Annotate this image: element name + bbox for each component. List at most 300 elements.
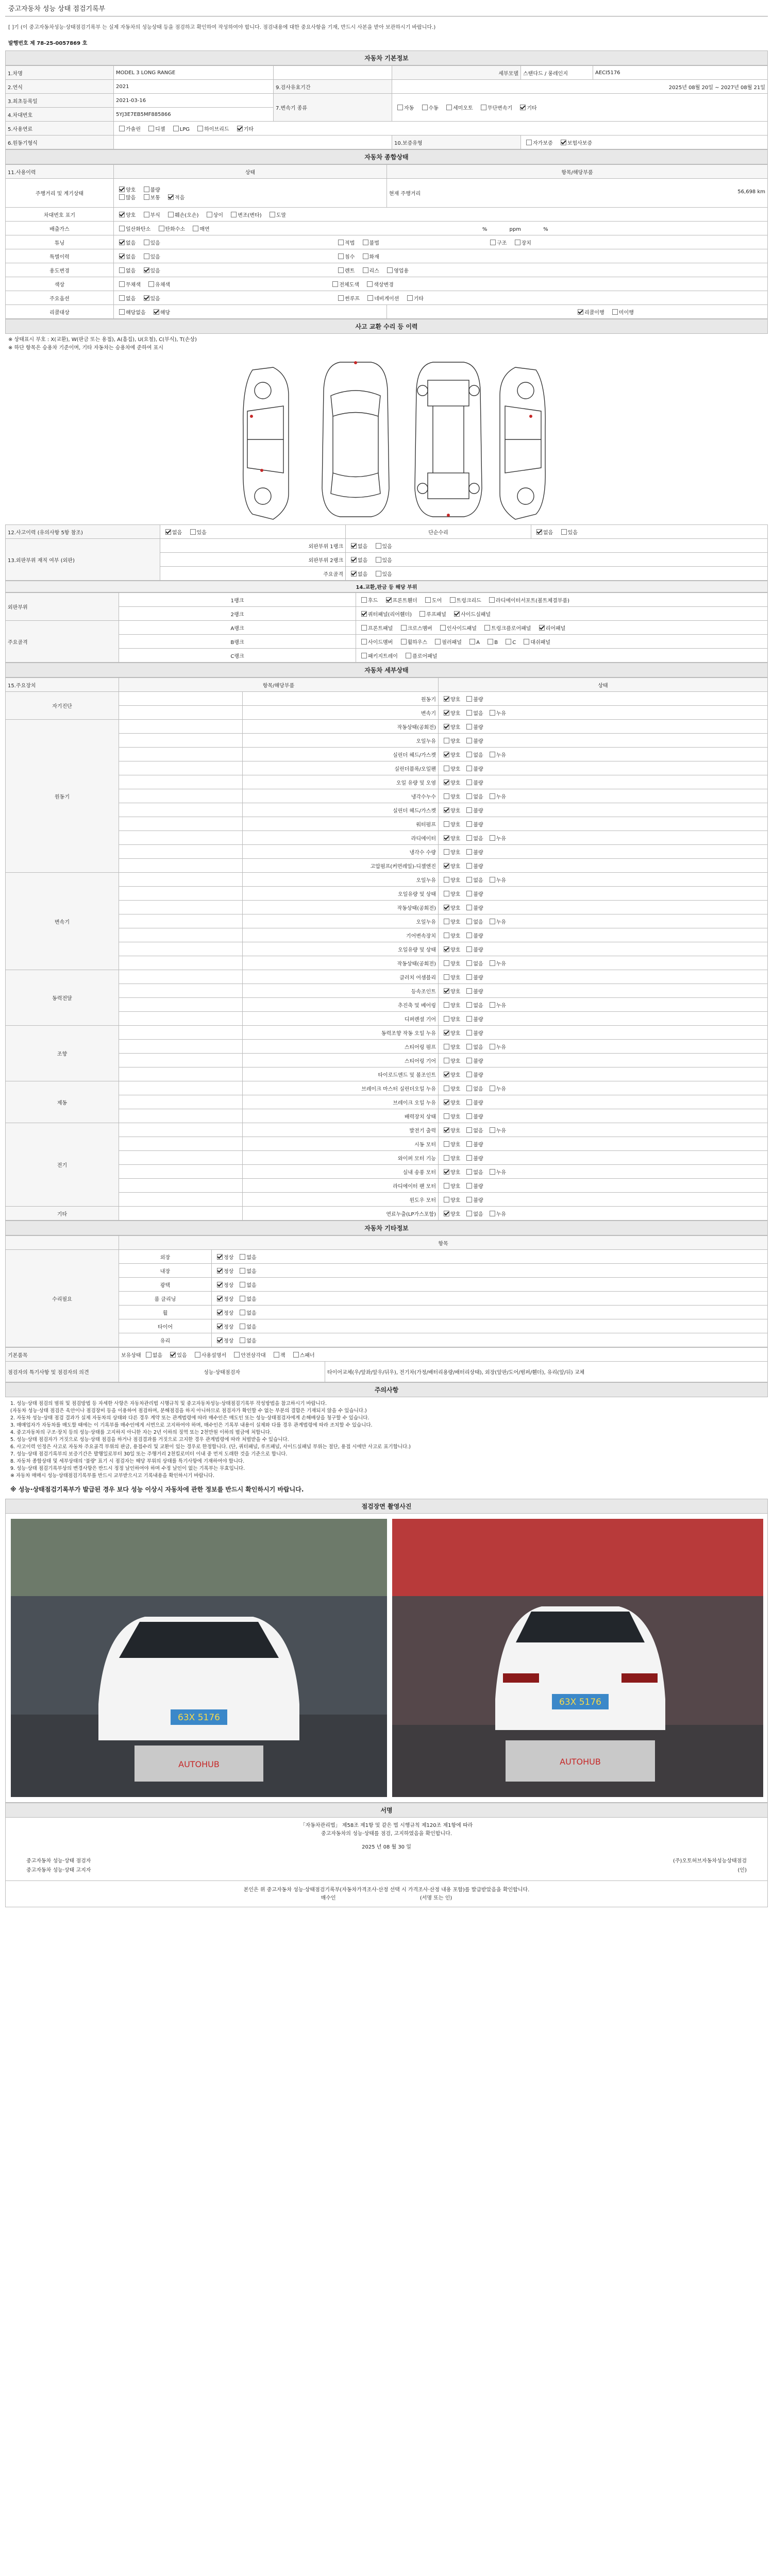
checkbox-checked-icon[interactable] [144,295,149,301]
detail-row [6,706,768,720]
checkbox-icon[interactable] [444,849,449,855]
blank-cell [119,1054,243,1067]
checkbox-icon[interactable] [444,877,449,883]
checkbox-icon[interactable] [293,1352,299,1358]
document-title: 중고자동차 성능 상태 점검기록부 [5,0,768,16]
checkbox-icon[interactable] [119,309,125,315]
option-label: 있음 [382,557,392,564]
detail-item-label: 타이로드엔드 및 볼조인트 [243,1067,439,1081]
checkbox-icon[interactable] [466,1044,472,1049]
checkbox-checked-icon[interactable] [217,1296,223,1301]
section-signature: 서명 [5,1803,768,1818]
option-label: 리어패널 [545,625,566,632]
detail-row [6,1207,768,1221]
checkbox-icon[interactable] [444,1058,449,1063]
caution-line: 2. 자동차 성능·상태 점검 결과가 실제 자동차의 상태와 다른 경우 계약 또는 관계법령에 따라 매수인은 매도인 또는 성능·상태점검자에게 손해배상을 청구할 수 있습니다. [10,1415,369,1421]
checkbox-icon[interactable] [119,194,125,200]
checkbox-icon[interactable] [466,766,472,771]
detail-item-label: 동력조향 작동 오일 누유 [243,1026,439,1040]
detail-row [6,775,768,789]
checkbox-icon[interactable] [444,891,449,896]
option-label: 양호 [450,850,461,856]
checkbox-checked-icon[interactable] [536,529,542,535]
option-label: 양호 [450,822,461,828]
blank-cell [119,1193,243,1207]
buyer-statement: 본인은 위 중고자동차 성능·상태점검기록부(자동차가격조사·산정 선택 시 가격조사·산정 내용 포함)를 발급받았음을 확인합니다. [243,1887,530,1893]
checkbox-icon[interactable] [119,226,125,231]
checkbox-icon[interactable] [146,1352,152,1358]
checkbox-checked-icon[interactable] [217,1254,223,1260]
checkbox-icon[interactable] [466,849,472,855]
option-label: 사이드멤버 [368,639,393,646]
checkbox-icon[interactable] [490,752,495,757]
checkbox-icon[interactable] [361,639,367,645]
rank-options [346,567,768,581]
rank-options [346,539,768,553]
other-item-label: 광택 [119,1278,212,1292]
checkbox-icon[interactable] [466,1058,472,1063]
inspection-photo-front [11,1519,387,1797]
checkbox-checked-icon[interactable] [217,1282,223,1287]
detail-item-label: 오일누유 [243,914,439,928]
checkbox-icon[interactable] [506,639,511,645]
checkbox-icon[interactable] [444,1183,449,1189]
checkbox-icon[interactable] [466,807,472,813]
checkbox-icon[interactable] [119,295,125,301]
checkbox-icon[interactable] [466,1183,472,1189]
checkbox-icon[interactable] [401,639,407,645]
checkbox-icon[interactable] [466,919,472,924]
checkbox-icon[interactable] [612,309,618,315]
detail-row [6,1040,768,1054]
detail-row [6,1109,768,1123]
option-label: 양호 [450,1100,461,1106]
checkbox-icon[interactable] [524,639,529,645]
option-label: 프론트패널 [368,625,393,632]
checkbox-icon[interactable] [466,710,472,716]
checkbox-checked-icon[interactable] [361,611,367,617]
checkbox-icon[interactable] [422,105,428,110]
checkbox-icon[interactable] [515,240,520,245]
checkbox-checked-icon[interactable] [444,1099,449,1105]
checkbox-icon[interactable] [444,974,449,980]
option-label: 무채색 [126,282,141,288]
checkbox-icon[interactable] [240,1296,245,1301]
checkbox-icon[interactable] [148,126,154,131]
checkbox-checked-icon[interactable] [444,905,449,910]
detail-row [6,1095,768,1109]
option-label: 가솔린 [126,126,141,132]
caution-line: 6. 사고이력 인정은 사고로 자동차 주요골격 부위의 판금, 용접수리 및 교환이 있는 경우로 한정합니다. (단, 쿼터패널, 루프패널, 사이드실패널 부위는 절단, 용접 시에만 사고로 표기합니다.) [10,1444,411,1450]
checkbox-icon[interactable] [466,793,472,799]
checkbox-icon[interactable] [466,1169,472,1175]
checkbox-checked-icon[interactable] [119,253,125,259]
statement-line: 중고자동차의 성능·상태를 점검, 고지하였음을 확인합니다. [321,1831,452,1837]
checkbox-icon[interactable] [234,1352,240,1358]
checkbox-checked-icon[interactable] [444,988,449,994]
checkbox-icon[interactable] [407,295,413,301]
checkbox-icon[interactable] [444,766,449,771]
checkbox-checked-icon[interactable] [520,105,526,110]
checkbox-checked-icon[interactable] [444,710,449,716]
checkbox-icon[interactable] [466,974,472,980]
checkbox-icon[interactable] [338,240,344,245]
option-label: 썬루프 [345,296,360,302]
checkbox-checked-icon[interactable] [144,267,149,273]
checkbox-icon[interactable] [270,212,275,217]
frame-rank: 2랭크 [119,607,356,621]
checkbox-icon[interactable] [440,625,446,631]
option-label: 양호 [450,933,461,939]
checkbox-icon[interactable] [466,1127,472,1133]
checkbox-checked-icon[interactable] [444,724,449,730]
other-head: 항목 [119,1236,768,1250]
checkbox-icon[interactable] [240,1337,245,1343]
checkbox-icon[interactable] [466,835,472,841]
checkbox-checked-icon[interactable] [351,571,357,577]
label-vin-marking: 차대번호 표기 [6,208,114,222]
checkbox-icon[interactable] [444,821,449,827]
checkbox-icon[interactable] [488,639,493,645]
checkbox-icon[interactable] [466,988,472,994]
checkbox-icon[interactable] [466,933,472,938]
checkbox-checked-icon[interactable] [444,752,449,757]
checkbox-icon[interactable] [444,1086,449,1091]
checkbox-checked-icon[interactable] [351,543,357,549]
checkbox-icon[interactable] [466,696,472,702]
detail-state-options [439,845,768,859]
checkbox-checked-icon[interactable] [217,1337,223,1343]
caution-line: 5. 성능·상태 점검자가 거짓으로 성능·상태 점검을 하거나 점검결과를 거짓으로 고지한 경우 관계법령에 따라 처벌받을 수 있습니다. [10,1437,289,1443]
checkbox-checked-icon[interactable] [454,611,460,617]
other-item-label: 타이어 [119,1319,212,1333]
checkbox-icon[interactable] [444,919,449,924]
checkbox-icon[interactable] [361,597,367,603]
checkbox-icon[interactable] [387,267,393,273]
checkbox-icon[interactable] [466,1086,472,1091]
checkbox-checked-icon[interactable] [561,140,566,145]
checkbox-icon[interactable] [367,295,373,301]
option-label: 탄화수소 [165,226,186,232]
blank-cell [119,1067,243,1081]
checkbox-icon[interactable] [240,1310,245,1315]
checkbox-icon[interactable] [466,1016,472,1022]
checkbox-icon[interactable] [490,919,495,924]
checkbox-checked-icon[interactable] [154,309,159,315]
checkbox-checked-icon[interactable] [444,835,449,841]
option-label: 자동 [404,106,414,111]
checkbox-icon[interactable] [195,1352,200,1358]
checkbox-icon[interactable] [173,126,179,131]
other-item-label: 내장 [119,1264,212,1278]
option-label: LPG [179,126,190,132]
option-label: 불량 [473,780,483,786]
label-frame-group: 주요골격 [6,621,119,663]
checkbox-icon[interactable] [466,752,472,757]
detail-item-label: 냉각수 수량 [243,845,439,859]
checkbox-icon[interactable] [338,253,344,259]
option-label: 불량 [473,1156,483,1162]
checkbox-checked-icon[interactable] [444,1072,449,1077]
label-first-registration: 3.최초등록일 [6,94,114,108]
checkbox-icon[interactable] [490,1044,495,1049]
checkbox-checked-icon[interactable] [217,1268,223,1274]
checkbox-icon[interactable] [466,1099,472,1105]
recall-status-options [387,305,768,319]
checkbox-icon[interactable] [466,724,472,730]
checkbox-icon[interactable] [240,1254,245,1260]
buyer-role: 매수인 [321,1895,336,1901]
label-odometer: 주행거리 및 계기상태 [6,179,114,208]
checkbox-icon[interactable] [466,1141,472,1147]
checkbox-icon[interactable] [338,295,344,301]
label-recall: 리콜대상 [6,305,114,319]
checkbox-icon[interactable] [148,281,154,287]
checkbox-icon[interactable] [444,1113,449,1119]
checkbox-icon[interactable] [444,1002,449,1008]
checkbox-icon[interactable] [490,240,496,245]
checkbox-icon[interactable] [466,960,472,966]
checkbox-icon[interactable] [144,212,149,217]
option-label: 없음 [473,1211,483,1217]
checkbox-icon[interactable] [119,126,125,131]
checkbox-icon[interactable] [231,212,237,217]
checkbox-checked-icon[interactable] [170,1352,176,1358]
checkbox-icon[interactable] [363,267,368,273]
checkbox-icon[interactable] [361,653,367,658]
checkbox-icon[interactable] [466,1197,472,1202]
checkbox-icon[interactable] [444,793,449,799]
detail-group-label: 조향 [6,1026,119,1081]
checkbox-icon[interactable] [466,738,472,743]
checkbox-checked-icon[interactable] [444,1127,449,1133]
checkbox-icon[interactable] [466,1155,472,1161]
checkbox-icon[interactable] [397,105,403,110]
checkbox-icon[interactable] [466,891,472,896]
checkbox-icon[interactable] [490,1127,495,1133]
checkbox-checked-icon[interactable] [217,1310,223,1315]
checkbox-icon[interactable] [435,639,441,645]
checkbox-icon[interactable] [274,1352,279,1358]
buyer-sign[interactable]: (서명 또는 인) [419,1895,452,1901]
checkbox-icon[interactable] [490,1002,495,1008]
checkbox-checked-icon[interactable] [444,1169,449,1175]
checkbox-icon[interactable] [490,877,495,883]
checkbox-icon[interactable] [363,240,368,245]
odometer-state-label: 현재 주행거리 [389,191,421,197]
option-label: 없음 [473,794,483,800]
checkbox-icon[interactable] [466,779,472,785]
detail-item-label: 작동상태(공회전) [243,901,439,914]
detail-state-options [439,1137,768,1151]
checkbox-icon[interactable] [561,529,567,535]
checkbox-icon[interactable] [466,1211,472,1216]
checkbox-icon[interactable] [159,226,164,231]
option-label: 영업용 [394,268,409,274]
car-diagram-svg [5,354,768,524]
detail-row [6,1179,768,1193]
checkbox-icon[interactable] [119,281,125,287]
inspector-value: (주)오토허브자동차성능상태점검 [673,1858,747,1864]
checkbox-icon[interactable] [466,1072,472,1077]
repair-legend [5,334,768,354]
checkbox-icon[interactable] [490,1211,495,1216]
checkbox-checked-icon[interactable] [444,807,449,813]
checkbox-icon[interactable] [419,611,425,617]
checkbox-icon[interactable] [144,253,149,259]
blank-cell [119,1179,243,1193]
checkbox-icon[interactable] [450,597,456,603]
checkbox-checked-icon[interactable] [351,557,357,563]
checkbox-icon[interactable] [240,1268,245,1274]
checkbox-checked-icon[interactable] [237,126,243,131]
checkbox-icon[interactable] [444,1141,449,1147]
damage-marker [250,415,253,418]
label-color: 색상 [6,277,114,291]
checkbox-checked-icon[interactable] [444,779,449,785]
checkbox-icon[interactable] [469,639,475,645]
option-label: 기타 [243,126,254,132]
option-label: 양호 [450,961,461,967]
checkbox-icon[interactable] [193,226,198,231]
checkbox-icon[interactable] [444,1197,449,1202]
checkbox-icon[interactable] [490,793,495,799]
option-label: 없음 [473,1044,483,1050]
checkbox-checked-icon[interactable] [444,946,449,952]
checkbox-icon[interactable] [444,1155,449,1161]
checkbox-icon[interactable] [406,653,411,658]
checkbox-icon[interactable] [466,877,472,883]
checkbox-icon[interactable] [376,543,381,549]
checkbox-icon[interactable] [338,267,344,273]
option-label: 양호 [450,975,461,981]
option-label: 기타 [413,296,424,302]
detail-state-options [439,1012,768,1026]
option-label: 누유 [496,1086,506,1092]
other-row [6,1306,768,1319]
checkbox-checked-icon[interactable] [119,187,125,192]
checkbox-checked-icon[interactable] [578,309,583,315]
checkbox-icon[interactable] [144,240,149,245]
option-label: 휠하우스 [407,639,428,646]
checkbox-icon[interactable] [490,835,495,841]
checkbox-icon[interactable] [367,281,373,287]
checkbox-icon[interactable] [425,597,431,603]
checkbox-icon[interactable] [444,1016,449,1022]
checkbox-icon[interactable] [401,625,407,631]
checkbox-icon[interactable] [481,105,486,110]
vin-marking-options [114,208,768,222]
checkbox-icon[interactable] [361,625,367,631]
checkbox-icon[interactable] [490,1086,495,1091]
checkbox-icon[interactable] [444,1044,449,1049]
frame-rank: 1랭크 [119,593,356,607]
detail-row [6,845,768,859]
checkbox-checked-icon[interactable] [119,240,125,245]
checkbox-icon[interactable] [489,597,495,603]
option-label: 불량 [473,697,483,703]
checkbox-icon[interactable] [376,571,381,577]
checkbox-icon[interactable] [466,1113,472,1119]
detail-row [6,1123,768,1137]
checkbox-icon[interactable] [466,1002,472,1008]
checkbox-icon[interactable] [190,529,196,535]
label-inspector-opinion: 점검자의 특기사항 및 점검자의 의견 [6,1362,119,1382]
option-label: 불량 [473,1058,483,1064]
checkbox-checked-icon[interactable] [444,696,449,702]
option-label: 양호 [450,1016,461,1023]
checkbox-icon[interactable] [466,1030,472,1036]
checkbox-icon[interactable] [240,1324,245,1329]
checkbox-icon[interactable] [168,212,174,217]
checkbox-checked-icon[interactable] [119,212,125,217]
detail-row [6,1067,768,1081]
checkbox-icon[interactable] [446,105,452,110]
checkbox-icon[interactable] [144,187,149,192]
blank-cell [119,706,243,720]
checkbox-icon[interactable] [466,946,472,952]
checkbox-checked-icon[interactable] [386,597,392,603]
checkbox-checked-icon[interactable] [217,1324,223,1329]
notifier-label: 중고자동차 성능·상태 고지자 [26,1868,91,1873]
checkbox-icon[interactable] [444,738,449,743]
checkbox-icon[interactable] [444,933,449,938]
frame-rank: A랭크 [119,621,356,635]
option-label: 자가보증 [533,140,553,146]
checkbox-checked-icon[interactable] [444,1030,449,1036]
checkbox-icon[interactable] [526,140,532,145]
checkbox-checked-icon[interactable] [444,863,449,869]
checkbox-icon[interactable] [466,821,472,827]
unit-label: % [543,226,548,232]
checkbox-icon[interactable] [484,625,490,631]
checkbox-icon[interactable] [376,557,381,563]
section-detail-status: 자동차 세부상태 [5,663,768,677]
detail-state-options [439,998,768,1012]
checkbox-checked-icon[interactable] [539,625,545,631]
value-inspection-validity: 2025년 08월 20일 ~ 2027년 08월 21일 [392,80,768,94]
checkbox-icon[interactable] [490,710,495,716]
option-label: 양호 [450,1003,461,1009]
checkbox-checked-icon[interactable] [444,1211,449,1216]
detail-row [6,887,768,901]
rank-label: 외판부위 1랭크 [160,539,346,553]
detail-row [6,1165,768,1179]
option-label: 리스 [369,268,379,274]
option-label: 미이행 [618,310,634,316]
checkbox-icon[interactable] [466,863,472,869]
checkbox-icon[interactable] [197,126,203,131]
checkbox-icon[interactable] [466,905,472,910]
checkbox-icon[interactable] [119,267,125,273]
checkbox-icon[interactable] [332,281,338,287]
detail-state-options [439,901,768,914]
checkbox-icon[interactable] [144,194,149,200]
detail-state-options [439,942,768,956]
checkbox-icon[interactable] [444,960,449,966]
detail-row [6,734,768,748]
checkbox-icon[interactable] [207,212,212,217]
checkbox-checked-icon[interactable] [165,529,171,535]
checkbox-icon[interactable] [240,1282,245,1287]
detail-item-label: 워터펌프 [243,817,439,831]
label-body-panels: 13.외판부위 재직 여부 (외판) [6,539,160,581]
checkbox-checked-icon[interactable] [168,194,174,200]
detail-row [6,720,768,734]
checkbox-icon[interactable] [363,253,368,259]
checkbox-icon[interactable] [490,960,495,966]
checkbox-icon[interactable] [490,1169,495,1175]
